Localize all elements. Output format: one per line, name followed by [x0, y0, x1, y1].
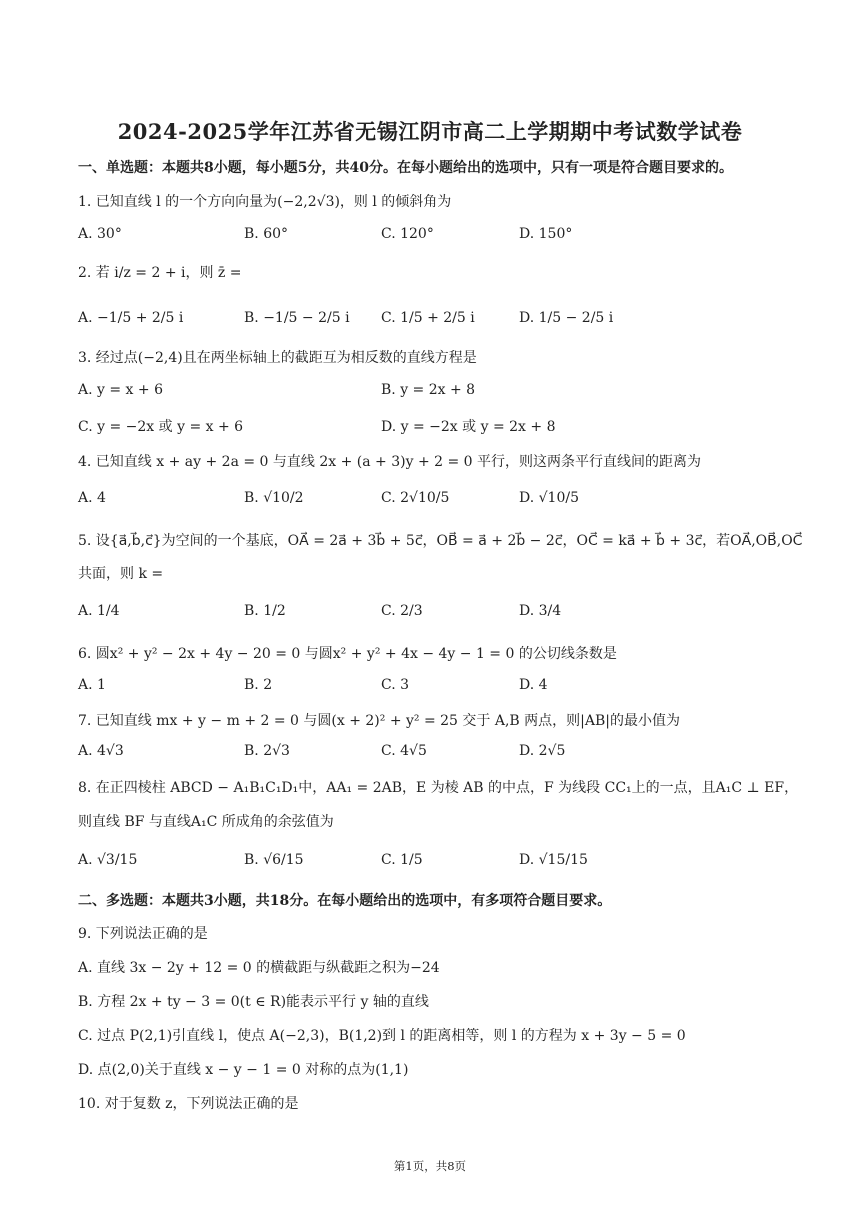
- exam-title: 2024-2025学年江苏省无锡江阴市高二上学期期中考试数学试卷: [117, 119, 743, 144]
- question-8-option-b: B. √6/15: [244, 852, 304, 868]
- question-9-option-d: D. 点(2,0)关于直线 x − y − 1 = 0 对称的点为(1,1): [78, 1062, 409, 1078]
- section-single-choice: 一、单选题：本题共8小题，每小题5分，共40分。在每小题给出的选项中，只有一项是符合题目要求的。: [78, 160, 733, 176]
- question-8-stem: 8. 在正四棱柱 ABCD − A₁B₁C₁D₁中，AA₁ = 2AB，E 为棱 AB 的中点，F 为线段 CC₁上的一点，且A₁C ⊥ EF，: [78, 780, 799, 796]
- question-3-option-b: B. y = 2x + 8: [381, 382, 476, 398]
- question-3-option-c: C. y = −2x 或 y = x + 6: [78, 419, 244, 435]
- question-4-stem: 4. 已知直线 x + ay + 2a = 0 与直线 2x + (a + 3)y + 2 = 0 平行，则这两条平行直线间的距离为: [78, 454, 702, 470]
- question-9-stem: 9. 下列说法正确的是: [78, 926, 208, 942]
- question-8-option-c: C. 1/5: [381, 852, 423, 868]
- question-6-option-b: B. 2: [244, 677, 273, 693]
- section-multiple-choice: 二、多选题：本题共3小题，共18分。在每小题给出的选项中，有多项符合题目要求。: [78, 893, 612, 909]
- question-7-option-a: A. 4√3: [78, 743, 124, 759]
- question-1-option-a: A. 30°: [78, 226, 122, 242]
- question-4-option-c: C. 2√10/5: [381, 490, 450, 506]
- question-4-option-d: D. √10/5: [519, 490, 579, 506]
- question-9-option-a: A. 直线 3x − 2y + 12 = 0 的横截距与纵截距之积为−24: [78, 960, 440, 976]
- question-5-option-b: B. 1/2: [244, 603, 286, 619]
- question-3-option-a: A. y = x + 6: [78, 382, 163, 398]
- question-6-option-d: D. 4: [519, 677, 548, 693]
- question-7-option-c: C. 4√5: [381, 743, 427, 759]
- question-2-option-c: C. 1/5 + 2/5 i: [381, 310, 475, 326]
- question-5-option-c: C. 2/3: [381, 603, 423, 619]
- question-10-stem: 10. 对于复数 z，下列说法正确的是: [78, 1096, 299, 1112]
- question-2-option-d: D. 1/5 − 2/5 i: [519, 310, 614, 326]
- question-5-option-a: A. 1/4: [78, 603, 120, 619]
- question-9-option-b: B. 方程 2x + ty − 3 = 0(t ∈ R)能表示平行 y 轴的直线: [78, 994, 429, 1010]
- question-7-option-d: D. 2√5: [519, 743, 566, 759]
- question-4-option-b: B. √10/2: [244, 490, 304, 506]
- question-9-option-c: C. 过点 P(2,1)引直线 l，使点 A(−2,3)，B(1,2)到 l 的距离相等，则 l 的方程为 x + 3y − 5 = 0: [78, 1028, 686, 1044]
- question-8-stem-continued: 则直线 BF 与直线A₁C 所成角的余弦值为: [78, 814, 334, 830]
- question-6-stem: 6. 圆x² + y² − 2x + 4y − 20 = 0 与圆x² + y² + 4x − 4y − 1 = 0 的公切线条数是: [78, 646, 617, 662]
- question-3-option-d: D. y = −2x 或 y = 2x + 8: [381, 419, 556, 435]
- question-7-stem: 7. 已知直线 mx + y − m + 2 = 0 与圆(x + 2)² + y² = 25 交于 A,B 两点，则|AB|的最小值为: [78, 713, 680, 729]
- question-1-stem: 1. 已知直线 l 的一个方向向量为(−2,2√3)，则 l 的倾斜角为: [78, 194, 452, 210]
- question-2-option-b: B. −1/5 − 2/5 i: [244, 310, 350, 326]
- question-1-option-d: D. 150°: [519, 226, 573, 242]
- question-1-option-b: B. 60°: [244, 226, 289, 242]
- page-footer: 第1页，共8页: [393, 1159, 467, 1173]
- question-5-option-d: D. 3/4: [519, 603, 562, 619]
- question-8-option-a: A. √3/15: [78, 852, 138, 868]
- question-8-option-d: D. √15/15: [519, 852, 588, 868]
- question-7-option-b: B. 2√3: [244, 743, 290, 759]
- question-6-option-c: C. 3: [381, 677, 410, 693]
- question-2-stem: 2. 若 i/z = 2 + i，则 z̄ =: [78, 265, 242, 281]
- question-6-option-a: A. 1: [78, 677, 106, 693]
- question-4-option-a: A. 4: [78, 490, 106, 506]
- question-5-stem: 5. 设{a⃗,b⃗,c⃗}为空间的一个基底，OA⃗ = 2a⃗ + 3b⃗ + 5c⃗，OB⃗ = a⃗ + 2b⃗ − 2c⃗，OC⃗ = ka⃗ + b⃗ + 3c⃗，若OA⃗,OB⃗,OC⃗: [78, 533, 803, 549]
- question-3-stem: 3. 经过点(−2,4)且在两坐标轴上的截距互为相反数的直线方程是: [78, 350, 477, 366]
- question-5-stem-continued: 共面，则 k =: [78, 566, 164, 582]
- question-1-option-c: C. 120°: [381, 226, 434, 242]
- question-2-option-a: A. −1/5 + 2/5 i: [78, 310, 184, 326]
